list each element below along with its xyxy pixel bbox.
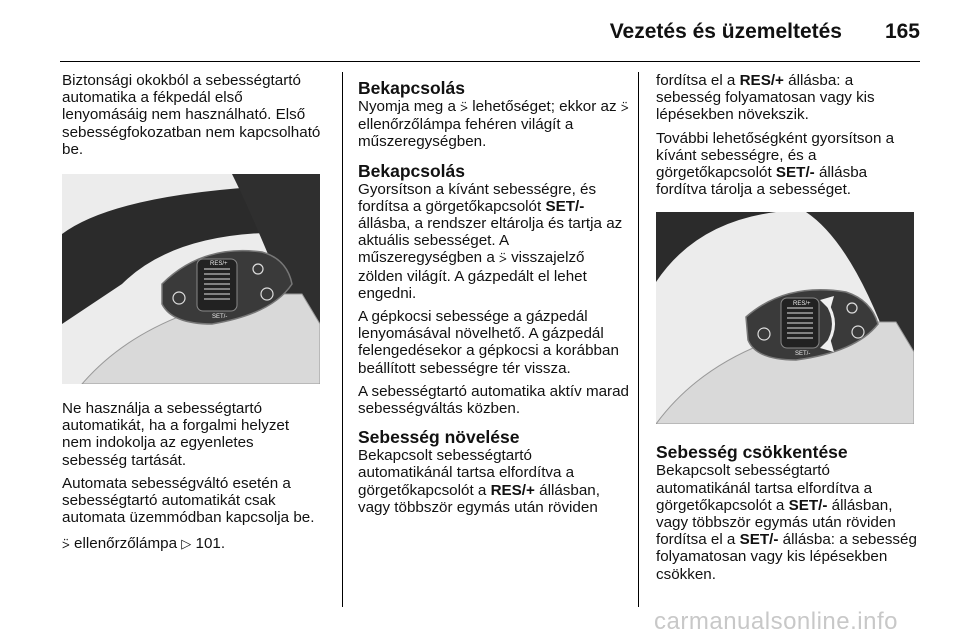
res-label: RES/+ (793, 301, 811, 308)
paragraph: Biztonsági okokból a sebességtartó automatika a fékpedál első lenyomásáig nem használható. Első sebességfokozatban nem kapcsolható be. (62, 72, 321, 158)
cruise-control-icon: ⍩ (499, 251, 507, 267)
paragraph: A gépkocsi sebessége a gázpedál lenyomásával növelhető. A gázpedál felengedésekor a gépkocsi a korábban beállított sebességre tér vissza. (358, 308, 619, 377)
cruise-control-icon: ⍩ (62, 537, 70, 553)
paragraph: További lehetőségként gyorsítson a kívánt sebességre, és a görgetőkapcsolót SET/- állásba fordítva tárolja a sebességet. (656, 129, 895, 199)
page-header (60, 0, 920, 62)
paragraph: ⍩ ellenőrzőlámpa ▷ 101. (62, 535, 226, 553)
paragraph: Bekapcsolt sebességtartó automatikánál tartsa elfordítva a görgetőkapcsolót a RES/+ állásban, vagy többször egymás után röviden (358, 447, 600, 516)
steering-wheel-illustration (656, 212, 914, 424)
column-1 (62, 72, 332, 554)
paragraph: Ne használja a sebességtartó automatikát, ha a forgalmi helyzet nem indokolja az egyenletes sebesség tartását. (62, 400, 290, 469)
paragraph: Automata sebességváltó esetén a sebességtartó automatikát csak automata üzemmódban kapcsolja be. (62, 474, 315, 527)
cruise-control-icon: ⍩ (620, 100, 629, 115)
column-divider (638, 72, 639, 607)
cruise-control-icon: ⍩ (460, 100, 468, 115)
paragraph: A sebességtartó automatika aktív marad sebességváltás közben. (358, 382, 629, 418)
page-number: 165 (884, 20, 920, 43)
page-reference-arrow-icon: ▷ (181, 537, 192, 553)
section-heading: Sebesség csökkentése (656, 442, 848, 463)
paragraph: Gyorsítson a kívánt sebességre, és fordítsa a görgetőkapcsolót SET/- állásba, a rendszer eltárolja és tartja az aktuális sebességet. A műszeregységben a ⍩ visszajelző zölden világít. A gázpedált el lehet engedni. (358, 180, 623, 302)
column-3 (656, 72, 918, 583)
paragraph: Bekapcsolt sebességtartó automatikánál tartsa elfordítva a görgetőkapcsolót a SET/- állásban, vagy többször egymás után röviden fordítsa el a SET/- állásba: a sebesség folyamatosan vagy kis lépésekben csökken. (656, 462, 917, 583)
watermark: carmanualsonline.info (654, 608, 898, 635)
section-heading: Bekapcsolás (358, 160, 466, 181)
set-label: SET/- (795, 351, 811, 358)
steering-wheel-figure-2 (656, 212, 914, 424)
paragraph: Nyomja meg a ⍩ lehetőséget; ekkor az ⍩ ellenőrzőlámpa fehéren világít a műszeregységben. (358, 98, 629, 151)
steering-wheel-figure-1 (62, 174, 320, 384)
steering-wheel-illustration (62, 174, 320, 384)
paragraph: fordítsa el a RES/+ állásba: a sebesség folyamatosan vagy kis lépésekben növekszik. (656, 72, 875, 124)
column-2 (358, 72, 630, 516)
res-label: RES/+ (210, 261, 228, 268)
section-heading: Bekapcsolás (358, 78, 466, 98)
chapter-title: Vezetés és üzemeltetés (609, 20, 842, 43)
header-rule (60, 61, 920, 62)
set-label: SET/- (212, 314, 228, 321)
section-heading: Sebesség növelése (358, 427, 520, 448)
column-divider (342, 72, 343, 607)
